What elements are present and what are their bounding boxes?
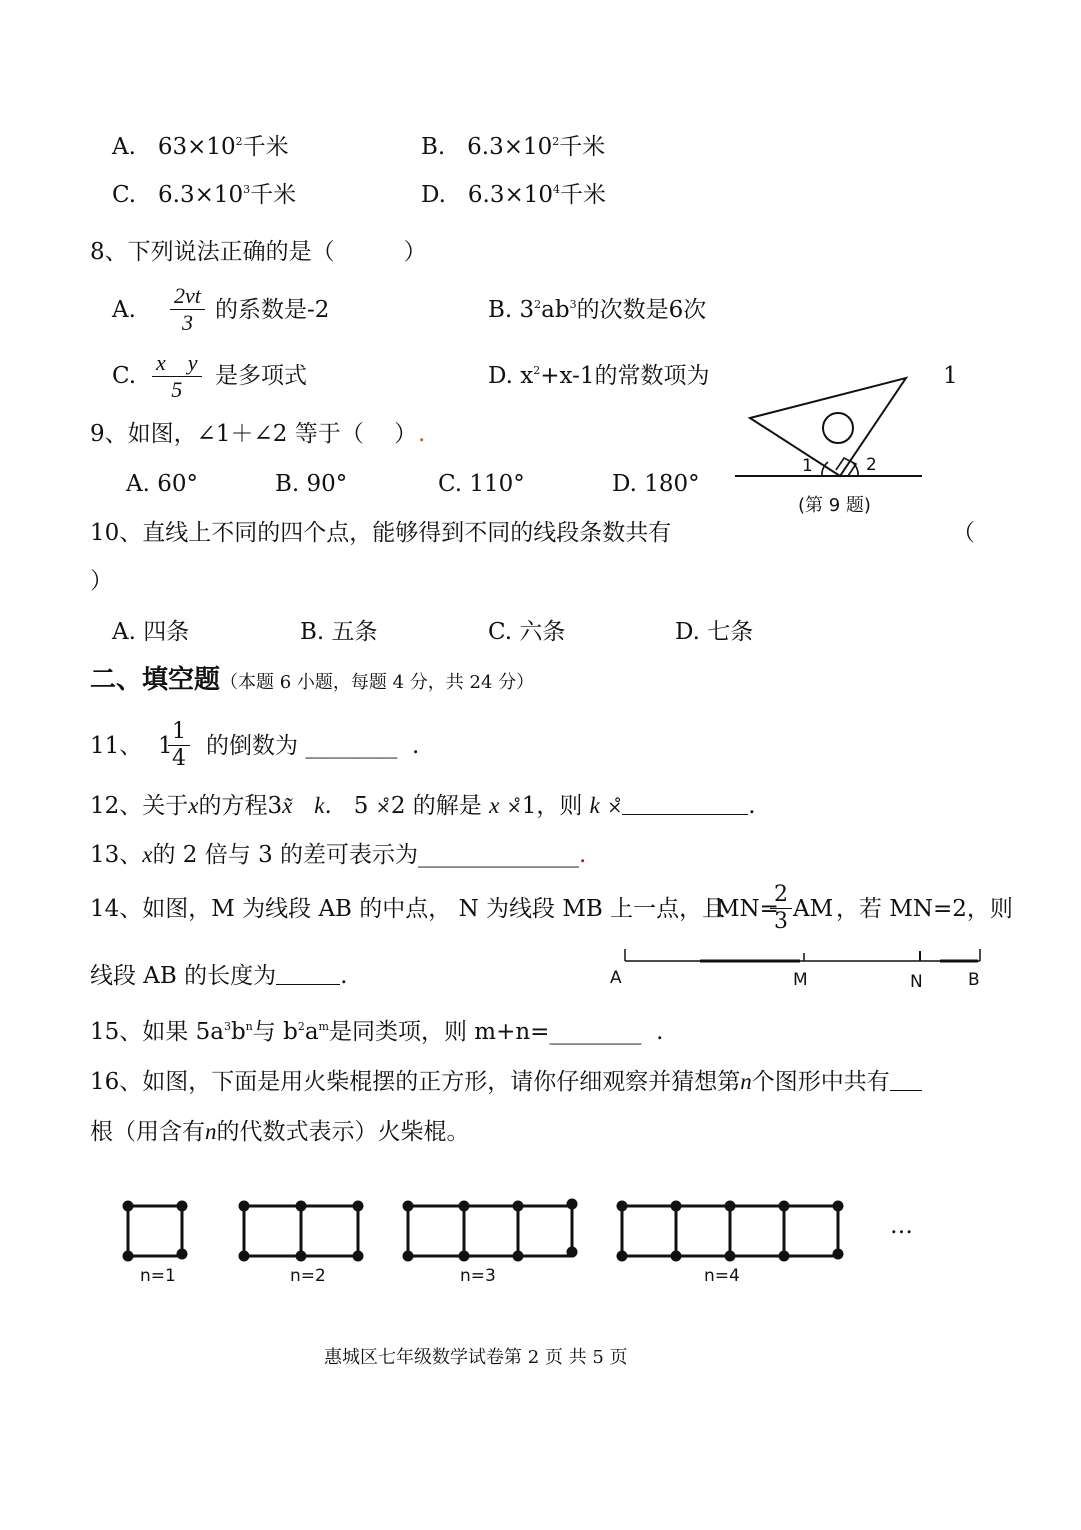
q9-stem: 9、如图，∠1＋∠2 等于（ ）: [90, 421, 418, 447]
q8-option-b: B. $3^2ab^3$的次数是6次: [488, 297, 707, 323]
q16-answer-blank[interactable]: [890, 1068, 922, 1091]
q14-answer-blank[interactable]: [276, 962, 340, 985]
q8-a-label: A.: [112, 297, 136, 323]
q10-option-a: A. 四条: [112, 619, 190, 645]
figure-n3: [408, 1206, 572, 1256]
q12-answer-blank[interactable]: [622, 792, 748, 815]
figure-n4: [622, 1206, 838, 1256]
q14-point-m: M: [793, 970, 808, 990]
q8-c-fraction: $\frac{\text{x y}}{5}$: [152, 350, 202, 403]
q12-text: 12、关于x的方程3x̃ k. 5 ×̊2 的解是 x ×̊1，则 k ×̊ .: [90, 793, 756, 819]
q14-text-1: 14、如图，M 为线段 AB 的中点， N 为线段 MB 上一点，且: [90, 896, 726, 922]
figure-n1: [128, 1206, 182, 1256]
q9-dot: .: [418, 421, 426, 447]
q9-figure: [730, 370, 930, 485]
q7-option-c: C. $6.3\times 10^3$千米: [112, 182, 297, 208]
q11-fraction: $\frac{1}{4}$: [168, 719, 190, 772]
q16-line-1: 16、如图，下面是用火柴棍摆的正方形，请你仔细观察并猜想第n个图形中共有: [90, 1068, 922, 1096]
q10-paren-open: （: [952, 520, 975, 546]
q9-option-a: A. 60°: [126, 471, 198, 497]
q10-paren-close: ）: [90, 568, 113, 594]
q7-option-d: D. $6.3\times 10^4$千米: [421, 182, 606, 208]
q9-option-d: D. 180°: [612, 471, 700, 497]
q14-point-n: N: [910, 972, 923, 992]
q11-whole: 1: [158, 733, 173, 759]
q9-caption: (第 9 题): [798, 495, 871, 516]
figure-n3-nodes: [403, 1199, 578, 1262]
q16-matchstick-figures: [110, 1190, 910, 1270]
q14-point-b: B: [968, 970, 980, 990]
q15-text: 15、如果 $5a^3b^n$与 $b^2a^m$是同类项，则 m+n=________ .: [90, 1019, 664, 1045]
q16-label-n1: n=1: [140, 1266, 176, 1286]
q8-a-fraction: $\frac{2vt}{3}$: [170, 283, 205, 336]
q8-c-text: 是多项式: [215, 363, 307, 389]
triangle-ruler: [750, 378, 906, 476]
q7-option-a: A. $63\times 10^2$千米: [112, 134, 289, 160]
page-footer: 惠城区七年级数学试卷第 2 页 共 5 页: [324, 1347, 628, 1368]
q14-text-2: ，若 MN=2，则: [836, 896, 1013, 922]
q14-point-a: A: [610, 968, 622, 988]
q9-option-b: B. 90°: [275, 471, 348, 497]
q16-line-2: 根（用含有n的代数式表示）火柴棍。: [90, 1119, 470, 1145]
q16-label-n3: n=3: [460, 1266, 496, 1286]
q10-option-b: B. 五条: [300, 619, 378, 645]
q9-angle-2-label: 2: [866, 455, 877, 475]
q10-option-c: C. 六条: [488, 619, 566, 645]
q14-line-2: 线段 AB 的长度为 .: [90, 963, 348, 989]
q11-label: 11、: [90, 733, 143, 759]
q14-fraction: $\frac{2}{3}$: [770, 882, 792, 935]
q11-text: 的倒数为 ________ .: [206, 733, 420, 759]
q7-option-b: B. $6.3\times 10^2$千米: [421, 134, 606, 160]
q8-stem: 8、下列说法正确的是（ ）: [90, 239, 427, 265]
q8-d-answer: 1: [943, 363, 958, 389]
q8-option-d: D. $x^2+x-1$的常数项为: [488, 363, 710, 389]
q14-mn: MN=: [716, 896, 779, 922]
q10-stem: 10、直线上不同的四个点，能够得到不同的线段条数共有: [90, 520, 672, 546]
q16-ellipsis: …: [890, 1213, 913, 1239]
figure-n1-nodes: [123, 1201, 188, 1262]
q8-c-label: C.: [112, 363, 137, 389]
q10-option-d: D. 七条: [675, 619, 754, 645]
q13-text: 13、x的 2 倍与 3 的差可表示为______________.: [90, 842, 587, 868]
q9-option-c: C. 110°: [438, 471, 525, 497]
q16-label-n4: n=4: [704, 1266, 740, 1286]
q14-am: AM: [793, 896, 834, 922]
figure-n2: [244, 1206, 358, 1256]
q9-angle-1-label: 1: [802, 456, 813, 476]
ruler-hole: [823, 413, 853, 443]
q16-label-n2: n=2: [290, 1266, 326, 1286]
q8-a-text: 的系数是-2: [215, 297, 330, 323]
section-2-heading: 二、填空题（本题 6 小题，每题 4 分，共 24 分）: [90, 665, 535, 695]
